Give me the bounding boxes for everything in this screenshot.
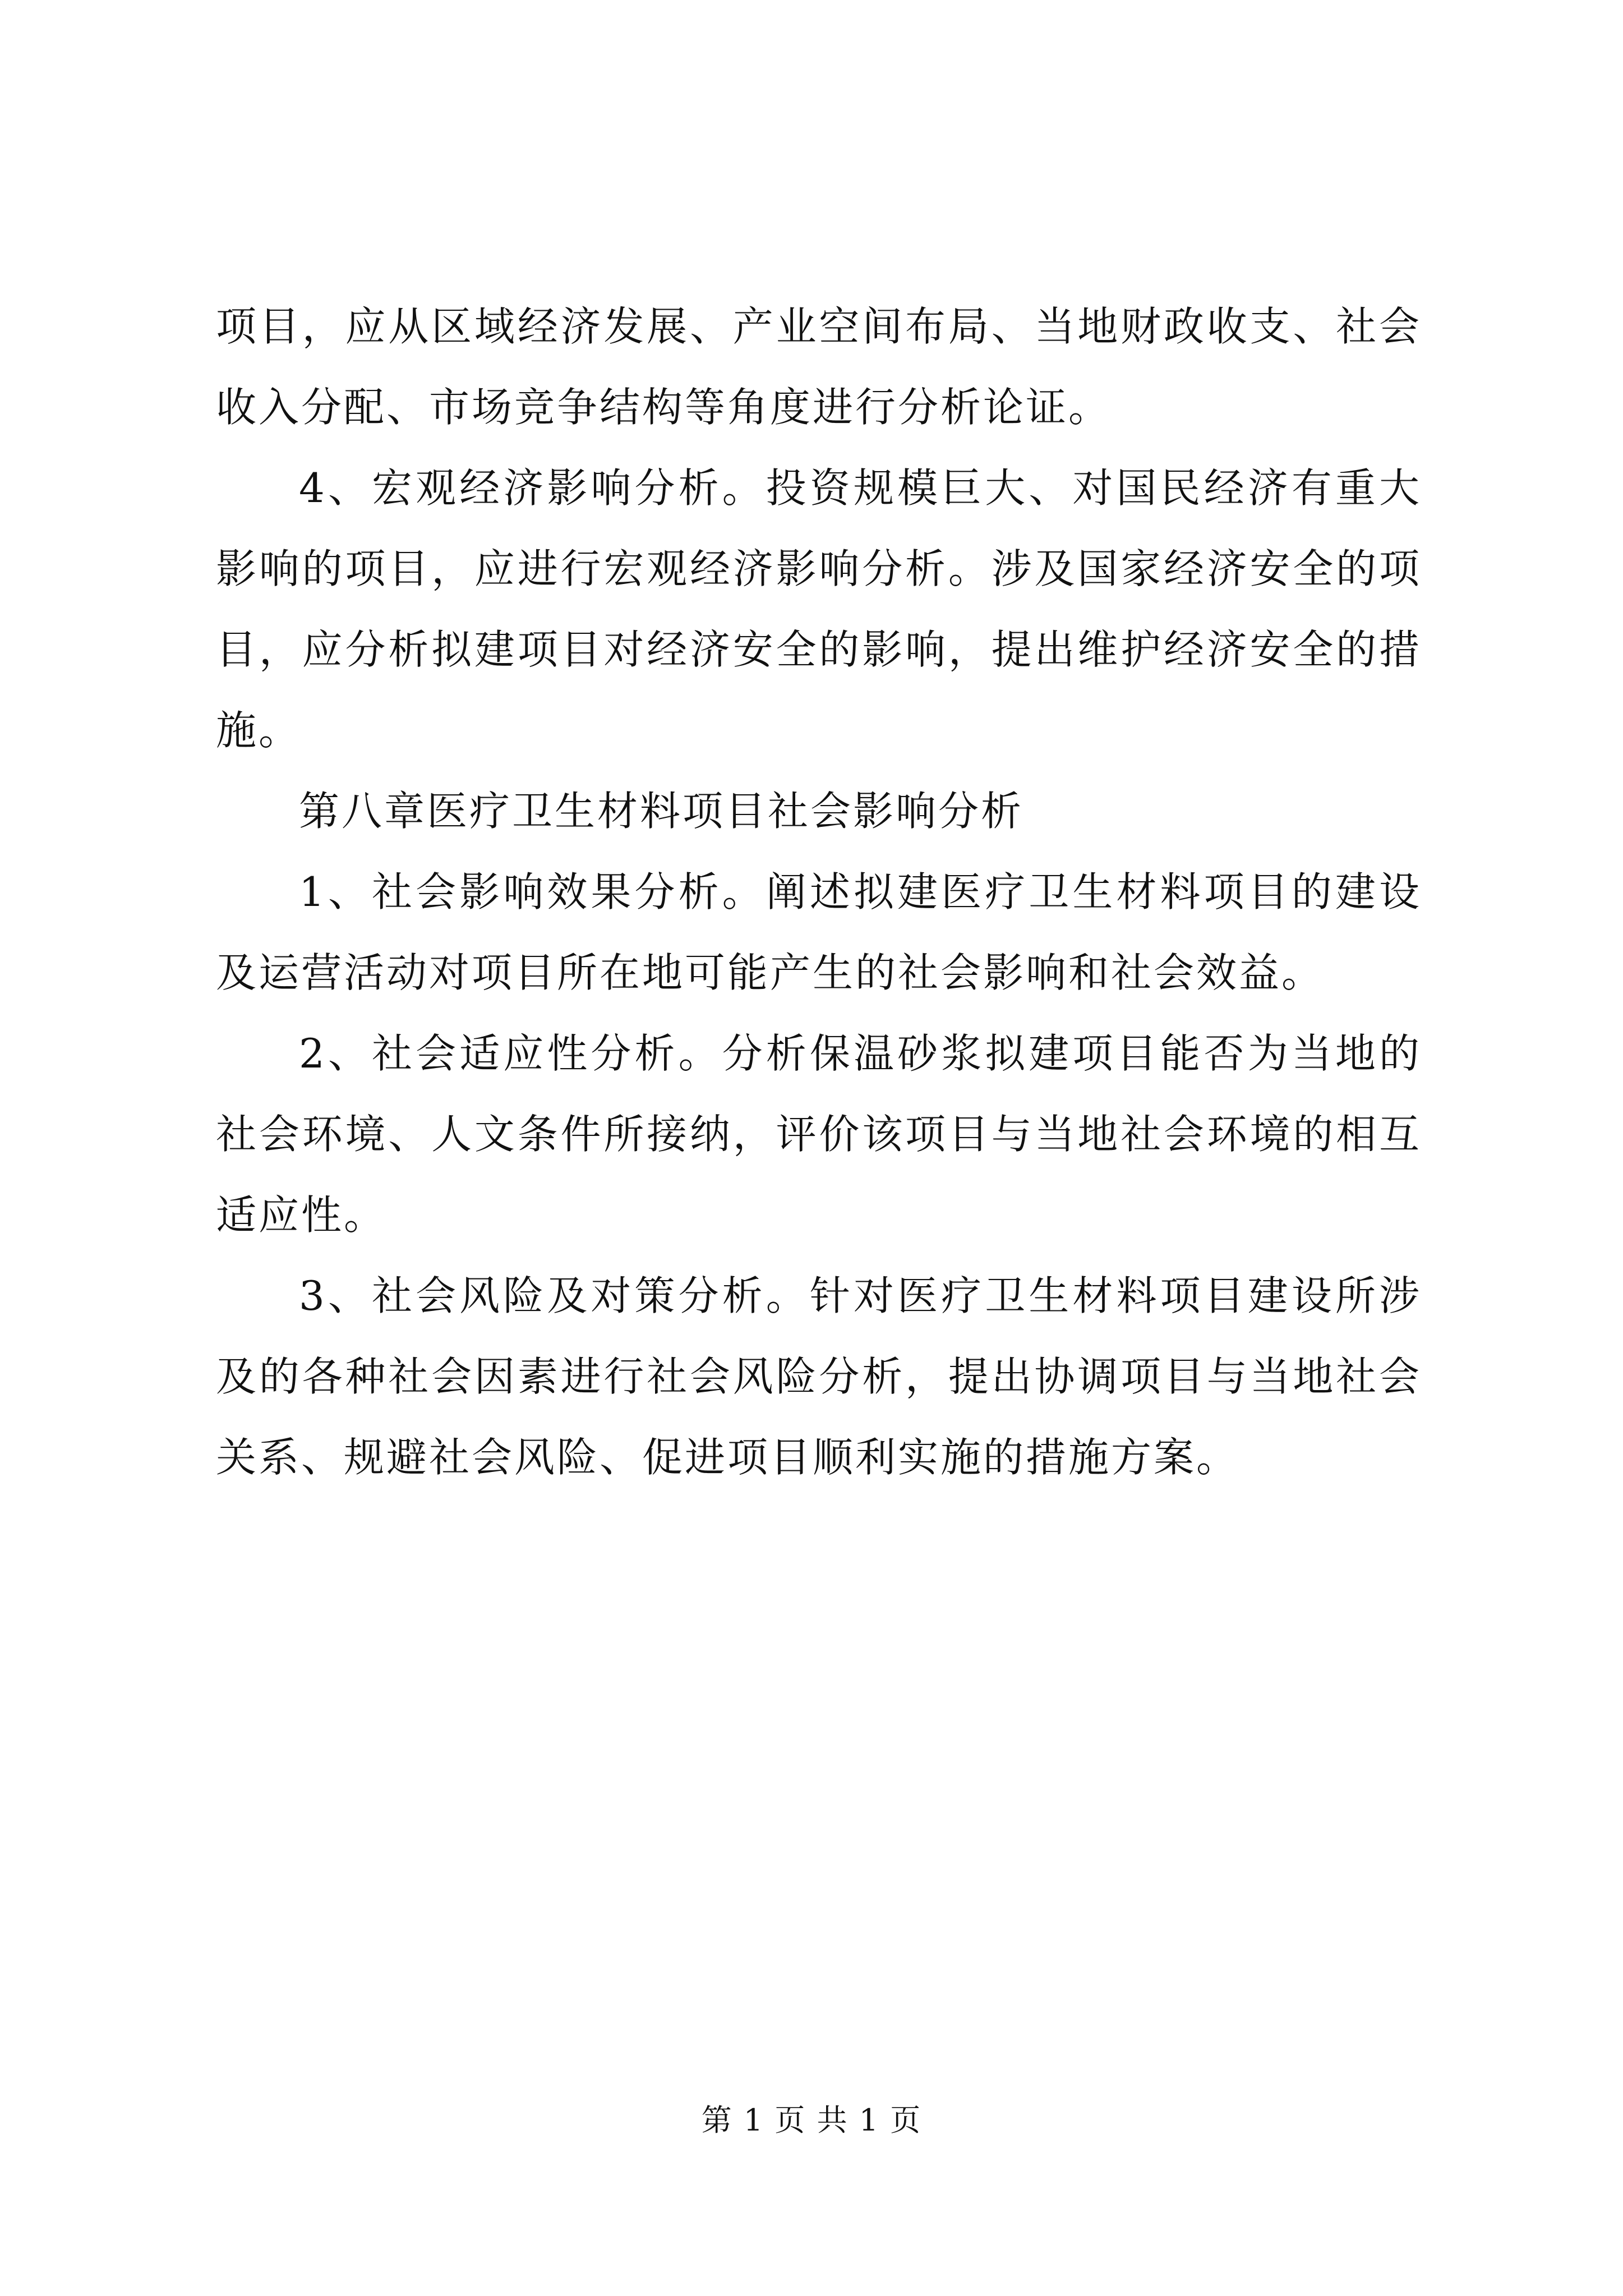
paragraph-social-impact-effect: 1、社会影响效果分析。阐述拟建医疗卫生材料项目的建设及运营活动对项目所在地可能产生的社会影响和社会效益。: [216, 868, 1422, 996]
chapter-heading: 第八章医疗卫生材料项目社会影响分析: [299, 788, 1024, 835]
page-number-footer: 第 1 页 共 1 页: [701, 2102, 922, 2138]
document-body: [216, 286, 1422, 1498]
paragraph-social-adaptability: 2、社会适应性分析。分析保温砂浆拟建项目能否为当地的社会环境、人文条件所接纳，评价该项目与当地社会环境的相互适应性。: [216, 1030, 1422, 1239]
paragraph-social-risk: 3、社会风险及对策分析。针对医疗卫生材料项目建设所涉及的各种社会因素进行社会风险分析，提出协调项目与当地社会关系、规避社会风险、促进项目顺利实施的措施方案。: [216, 1272, 1422, 1481]
paragraph-continuation: 项目，应从区域经济发展、产业空间布局、当地财政收支、社会收入分配、市场竞争结构等角度进行分析论证。: [216, 303, 1422, 431]
paragraph-macro-economic-impact: 4、宏观经济影响分析。投资规模巨大、对国民经济有重大影响的项目，应进行宏观经济影响分析。涉及国家经济安全的项目，应分析拟建项目对经济安全的影响，提出维护经济安全的措施。: [216, 464, 1422, 754]
